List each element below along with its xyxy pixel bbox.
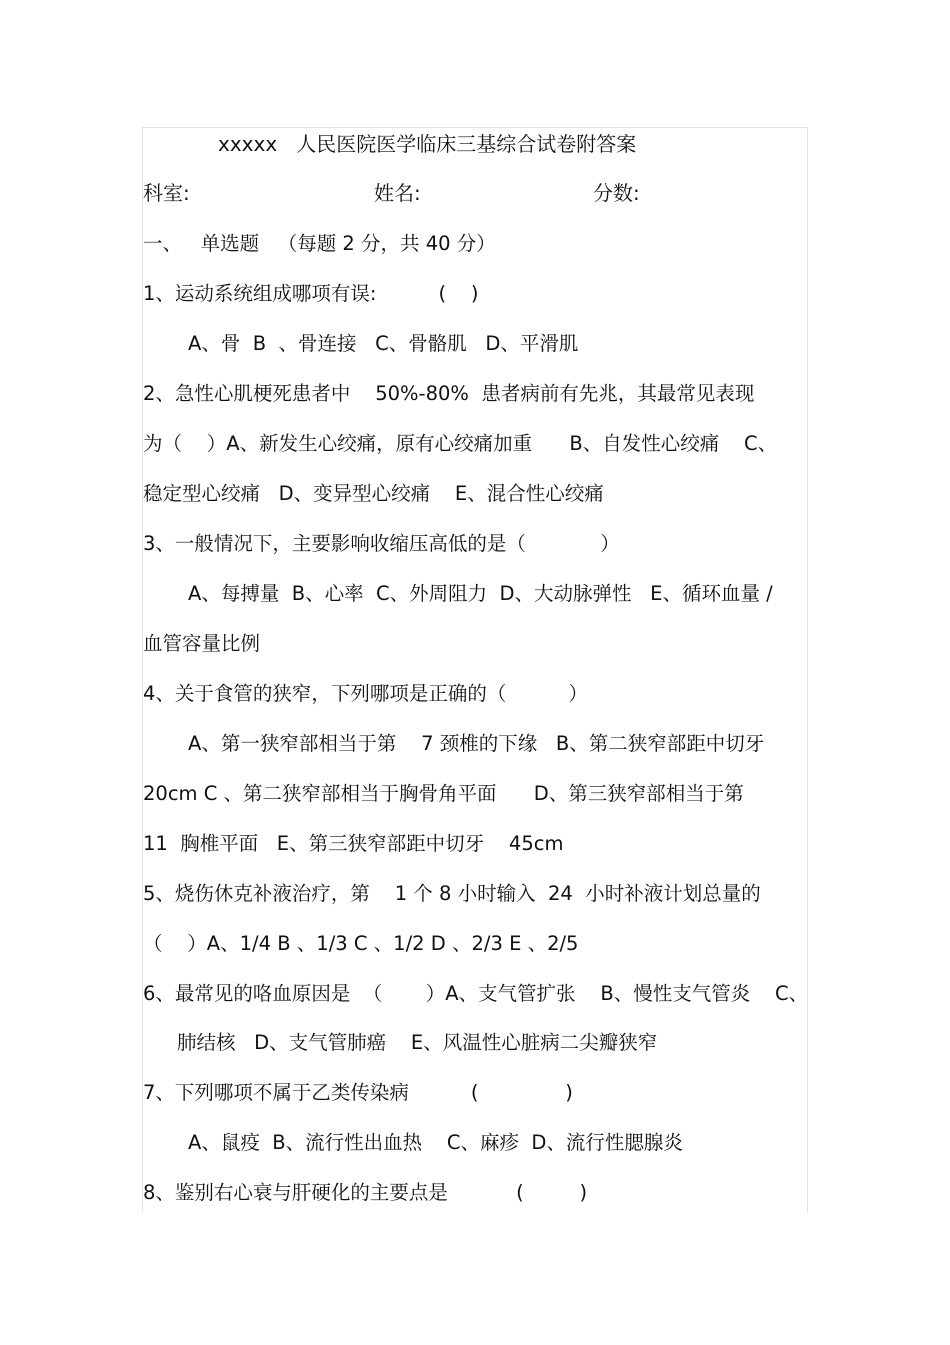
question-4: 4、关于食管的狭窄，下列哪项是正确的（ ） bbox=[143, 682, 588, 705]
question-2-cont-2: 稳定型心绞痛 D、变异型心绞痛 E、混合性心绞痛 bbox=[143, 482, 604, 505]
question-1: 1、运动系统组成哪项有误: ( ) bbox=[143, 282, 479, 305]
section-heading: 一、 单选题 （每题 2 分，共 40 分） bbox=[143, 232, 496, 255]
question-6-options-cont: 肺结核 D、支气管肺癌 E、风温性心脏病二尖瓣狭窄 bbox=[177, 1031, 658, 1054]
question-5-options: （ ）A、1/4 B 、1/3 C 、1/2 D 、2/3 E 、2/5 bbox=[143, 932, 579, 955]
question-3-options: A、每搏量 B、心率 C、外周阻力 D、大动脉弹性 E、循环血量 / bbox=[188, 582, 773, 605]
question-5: 5、烧伤休克补液治疗，第 1 个 8 小时输入 24 小时补液计划总量的 bbox=[143, 882, 761, 905]
question-2-cont-1: 为（ ）A、新发生心绞痛，原有心绞痛加重 B、自发性心绞痛 C、 bbox=[143, 432, 778, 455]
question-7: 7、下列哪项不属于乙类传染病 ( ) bbox=[143, 1081, 573, 1104]
question-2: 2、急性心肌梗死患者中 50%-80% 患者病前有先兆，其最常见表现 bbox=[143, 382, 755, 405]
name-label: 姓名: bbox=[374, 181, 421, 205]
score-label: 分数: bbox=[593, 181, 640, 205]
page-title: xxxxx 人民医院医学临床三基综合试卷附答案 bbox=[218, 132, 637, 156]
question-4-options-cont-1: 20cm C 、第二狭窄部相当于胸骨角平面 D、第三狭窄部相当于第 bbox=[143, 782, 744, 805]
question-3: 3、一般情况下，主要影响收缩压高低的是（ ） bbox=[143, 532, 620, 555]
dept-label: 科室: bbox=[143, 181, 190, 205]
question-1-options: A、骨 B 、骨连接 C、骨骼肌 D、平滑肌 bbox=[188, 332, 579, 355]
question-7-options: A、鼠疫 B、流行性出血热 C、麻疹 D、流行性腮腺炎 bbox=[188, 1131, 683, 1154]
question-4-options: A、第一狭窄部相当于第 7 颈椎的下缘 B、第二狭窄部距中切牙 bbox=[188, 732, 765, 755]
question-8: 8、鉴别右心衰与肝硬化的主要点是 ( ) bbox=[143, 1181, 588, 1204]
question-4-options-cont-2: 11 胸椎平面 E、第三狭窄部距中切牙 45cm bbox=[143, 832, 564, 855]
question-6: 6、最常见的咯血原因是 （ ）A、支气管扩张 B、慢性支气管炎 C、 bbox=[143, 982, 809, 1005]
question-3-options-cont: 血管容量比例 bbox=[143, 632, 261, 655]
